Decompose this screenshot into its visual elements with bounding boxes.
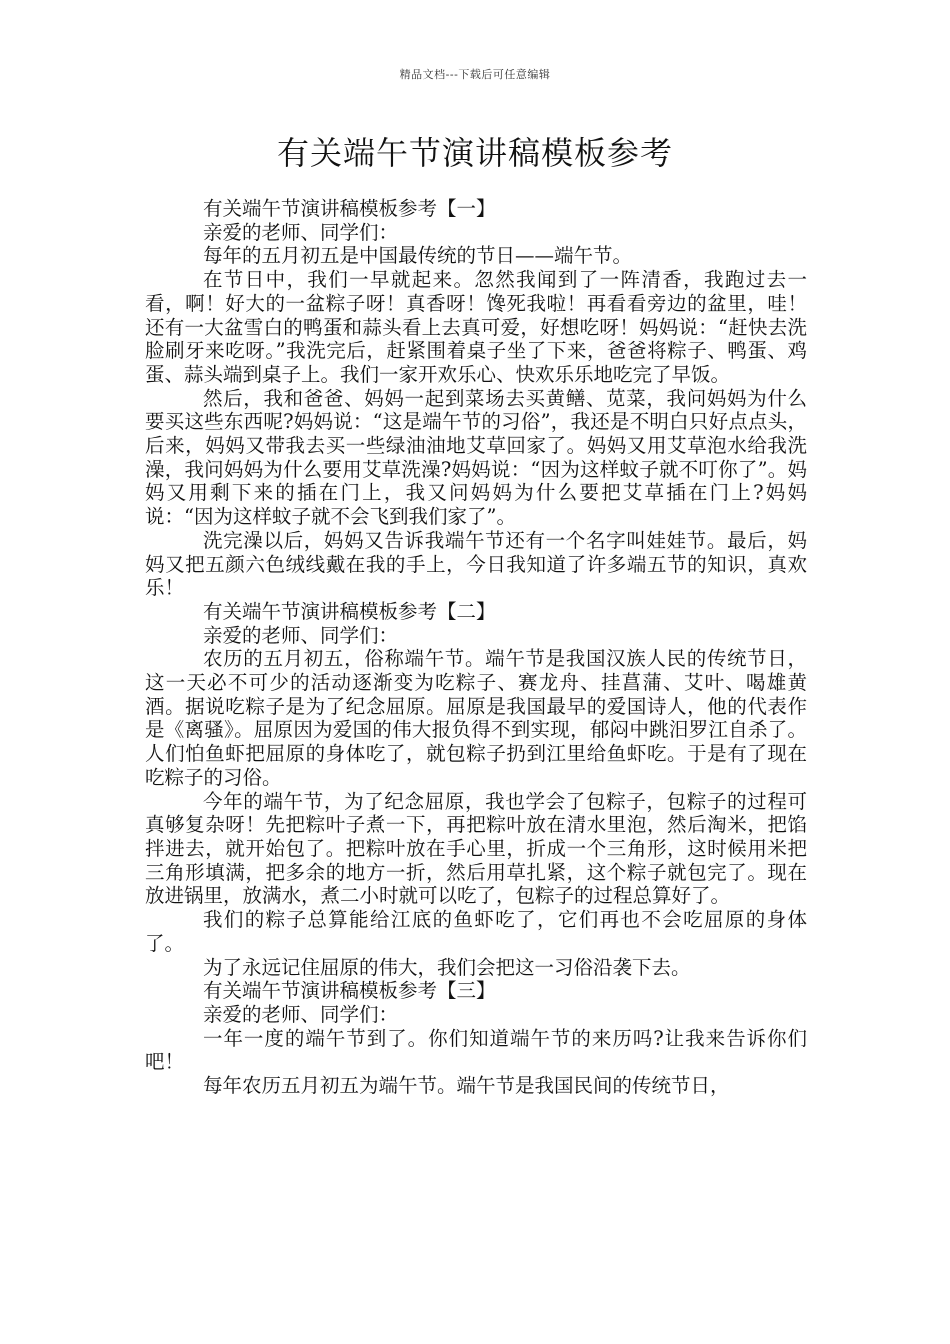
paragraph: 每年农历五月初五为端午节。端午节是我国民间的传统节日， [203, 1074, 730, 1098]
paragraph: 我们的粽子总算能给江底的鱼虾吃了，它们再也不会吃屈原的身体了。 [145, 908, 807, 955]
section-heading-2: 有关端午节演讲稿模板参考【二】 [203, 599, 496, 623]
paragraph: 在节日中，我们一早就起来。忽然我闻到了一阵清香，我跑过去一看，啊！好大的一盆粽子呀！真香呀！馋死我啦！再看看旁边的盆里，哇！还有一大盆雪白的鸭蛋和蒜头看上去真可爱，好想吃呀！妈妈说：“赶快去洗脸刷牙来吃呀。”我洗完后，赶紧围着桌子坐了下来，爸爸将粽子、鸭蛋、鸡蛋、蒜头端到桌子上。我们一家开欢乐心、快欢乐乐地吃完了早饭。 [145, 268, 807, 386]
salutation: 亲爱的老师、同学们： [203, 220, 399, 244]
paragraph: 洗完澡以后，妈妈又告诉我端午节还有一个名字叫娃娃节。最后，妈妈又把五颜六色绒线戴在我的手上，今日我知道了许多端五节的知识，真欢乐！ [145, 528, 807, 600]
document-body [145, 197, 807, 1098]
paragraph: 每年的五月初五是中国最传统的节日——端午节。 [203, 244, 633, 268]
section-heading-1: 有关端午节演讲稿模板参考【一】 [203, 197, 496, 220]
section-heading-3: 有关端午节演讲稿模板参考【三】 [203, 979, 496, 1003]
paragraph: 为了永远记住屈原的伟大，我们会把这一习俗沿袭下去。 [203, 955, 691, 979]
salutation: 亲爱的老师、同学们： [203, 623, 399, 647]
paragraph: 农历的五月初五，俗称端午节。端午节是我国汉族人民的传统节日，这一天必不可少的活动逐渐变为吃粽子、赛龙舟、挂菖蒲、艾叶、喝雄黄酒。据说吃粽子是为了纪念屈原。屈原是我国最早的爱国诗人，他的代表作是《离骚》。屈原因为爱国的伟大报负得不到实现，郁闷中跳汨罗江自杀了。人们怕鱼虾把屈原的身体吃了，就包粽子扔到江里给鱼虾吃。于是有了现在吃粽子的习俗。 [145, 647, 807, 789]
paragraph: 今年的端午节，为了纪念屈原，我也学会了包粽子，包粽子的过程可真够复杂呀！先把粽叶子煮一下，再把粽叶放在清水里泡，然后淘米，把馅拌进去，就开始包了。把粽叶放在手心里，折成一个三角形，这时候用米把三角形填满，把多余的地方一折，然后用草扎紧，这个粽子就包完了。现在放进锅里，放满水，煮二小时就可以吃了，包粽子的过程总算好了。 [145, 789, 807, 908]
paragraph: 然后，我和爸爸、妈妈一起到菜场去买黄鳝、苋菜，我问妈妈为什么要买这些东西呢?妈妈说：“这是端午节的习俗”，我还是不明白只好点点头，后来，妈妈又带我去买一些绿油油地艾草回家了。妈妈又用艾草泡水给我洗澡，我问妈妈为什么要用艾草洗澡?妈妈说：“因为这样蚊子就不叮你了”。妈妈又用剩下来的插在门上，我又问妈妈为什么要把艾草插在门上?妈妈说：“因为这样蚊子就不会飞到我们家了”。 [145, 386, 807, 529]
salutation: 亲爱的老师、同学们： [203, 1002, 399, 1026]
paragraph: 一年一度的端午节到了。你们知道端午节的来历吗?让我来告诉你们吧！ [145, 1026, 807, 1074]
header-note: 精品文档---下载后可任意编辑 [399, 68, 551, 81]
document-title: 有关端午节演讲稿模板参考 [276, 134, 673, 172]
